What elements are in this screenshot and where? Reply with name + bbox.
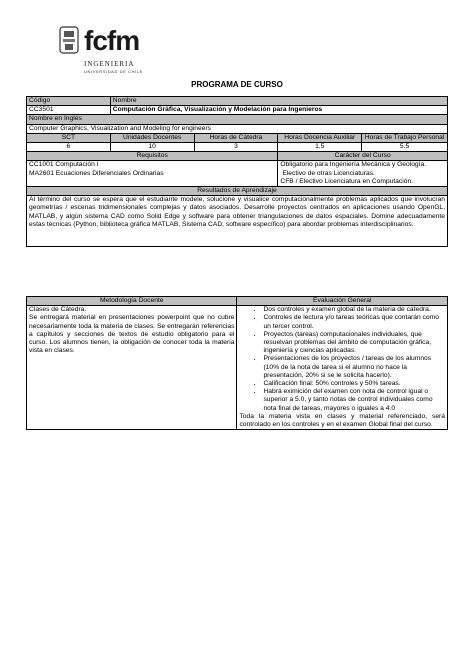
logo-subtitle: INGENIERIA bbox=[84, 60, 135, 68]
logo-university: UNIVERSIDAD DE CHILE bbox=[84, 69, 143, 74]
methodology-table bbox=[26, 296, 448, 430]
evaluation-item: • Dos controles y examen global de la materia de cátedra. bbox=[263, 306, 445, 314]
english-name-row bbox=[27, 124, 448, 133]
character-item: Obligatorio para Ingeniería Mecánica y Geología. bbox=[280, 161, 427, 169]
course-code: CC3501 bbox=[27, 106, 111, 115]
credits-header: Horas Docencia Auxiliar bbox=[278, 133, 362, 142]
logo-wordmark: fcfm bbox=[84, 25, 140, 56]
credits-header: Horas de Cátedra bbox=[194, 133, 278, 142]
credits-header-row bbox=[27, 133, 448, 142]
code-header-row bbox=[27, 97, 448, 106]
code-label: Código bbox=[27, 97, 111, 106]
character-cell bbox=[278, 161, 448, 187]
fcfm-logo bbox=[58, 26, 158, 82]
credits-header: Unidades Docentes bbox=[110, 133, 194, 142]
outcomes-label: Resultados de Aprendizaje bbox=[27, 187, 448, 196]
course-info-table bbox=[26, 96, 448, 247]
requisite-item: MA2601 Ecuaciones Diferenciales Ordinarias bbox=[29, 169, 164, 177]
methodology-label: Metodología Docente bbox=[27, 297, 237, 306]
credits-value: 6 bbox=[27, 143, 111, 152]
requisite-item: CC1001 Computación I bbox=[29, 161, 99, 169]
character-item: CFB / Electivo Licenciatura en Computación. bbox=[280, 177, 414, 185]
credits-value: 5.5 bbox=[362, 143, 448, 152]
course-name: Computación Gráfica, Visualización y Modelación para Ingenieros bbox=[110, 106, 447, 115]
methodology-row bbox=[27, 306, 448, 430]
credits-value: 3 bbox=[194, 143, 278, 152]
requisites-label: Requisitos bbox=[27, 152, 278, 161]
university-seal-icon bbox=[58, 26, 80, 56]
evaluation-item: • Presentaciones de los proyectos / tareas de los alumnos (10% de la nota de tarea si el alumno no hace la presentación, 20% si se le solicita hacerlo). bbox=[263, 355, 445, 380]
credits-header: Horas de Trabajo Personal bbox=[362, 133, 448, 142]
evaluation-cell bbox=[237, 306, 448, 430]
methodology-text: Se entregará material en presentaciones powerpoint que no cubre necesariamente toda la materia de clases. Se entregarán referencias a capítulos y secciones de textos de estudio obligatorio para el curso. Los alumnos tienen, la obligación de conocer toda la materia vista en clases. bbox=[29, 314, 235, 355]
evaluation-item: • Proyectos (tareas) computacionales individuales, que resuelvan problemas del ámbito de computación gráfica, ingeniería y ciencias aplicadas. bbox=[263, 331, 445, 356]
requisites-row bbox=[27, 161, 448, 187]
evaluation-list bbox=[239, 306, 445, 413]
evaluation-item: • Controles de lectura y/o tareas teóricas que contarán como un tercer control. bbox=[263, 314, 445, 330]
credits-header: SCT bbox=[27, 133, 111, 142]
outcomes-header-row bbox=[27, 187, 448, 196]
evaluation-item: • Calificación final: 50% controles y 50% tareas. bbox=[263, 380, 445, 388]
requisites-cell bbox=[27, 161, 278, 187]
evaluation-closing: Toda la materia vista en clases y material referenciado, será controlado en los controles y en el examen Global final del curso. bbox=[239, 412, 445, 429]
english-name-label: Nombre en Inglés bbox=[27, 115, 448, 124]
english-name: Computer Graphics, Visualization and Modeling for engineers bbox=[27, 124, 448, 133]
document-title: PROGRAMA DE CURSO bbox=[191, 80, 283, 89]
methodology-header-row bbox=[27, 297, 448, 306]
credits-value: 10 bbox=[110, 143, 194, 152]
code-row bbox=[27, 106, 448, 115]
english-name-header-row bbox=[27, 115, 448, 124]
character-label: Carácter del Curso bbox=[278, 152, 448, 161]
credits-value: 1,5 bbox=[278, 143, 362, 152]
outcomes-row bbox=[27, 196, 448, 247]
methodology-cell bbox=[27, 306, 237, 430]
evaluation-item: • Habrá eximición del examen con nota de control igual o superior a 5.0, y tanto notas de control individuales como nota final de tareas, mayores o iguales a 4.0 bbox=[263, 388, 445, 413]
credits-row bbox=[27, 143, 448, 152]
requisites-header-row bbox=[27, 152, 448, 161]
methodology-title: Clases de Cátedra. bbox=[29, 306, 87, 314]
learning-outcomes: Al término del curso se espera que el estudiante modele, solucione y visualice computacionalmente problemas aplicados que involucran geometrías / escenas tridimensionales complejas y datos asociados. Desarrolle proyectos centrados en aplicaciones usando OpenGL, MATLAB, y algún sistema CAD como Solid Edge y software para obtener triangulaciones de datos espaciales. Domine adecuadamente estas técnicas (Python, biblioteca gráfica MATLAB, Sistema CAD, software específico) para abordar problemas interdisciplinarios. bbox=[27, 196, 448, 247]
name-label: Nombre bbox=[110, 97, 447, 106]
evaluation-label: Evaluación General bbox=[237, 297, 448, 306]
character-item: Electivo de otras Licenciaturas. bbox=[282, 169, 375, 177]
